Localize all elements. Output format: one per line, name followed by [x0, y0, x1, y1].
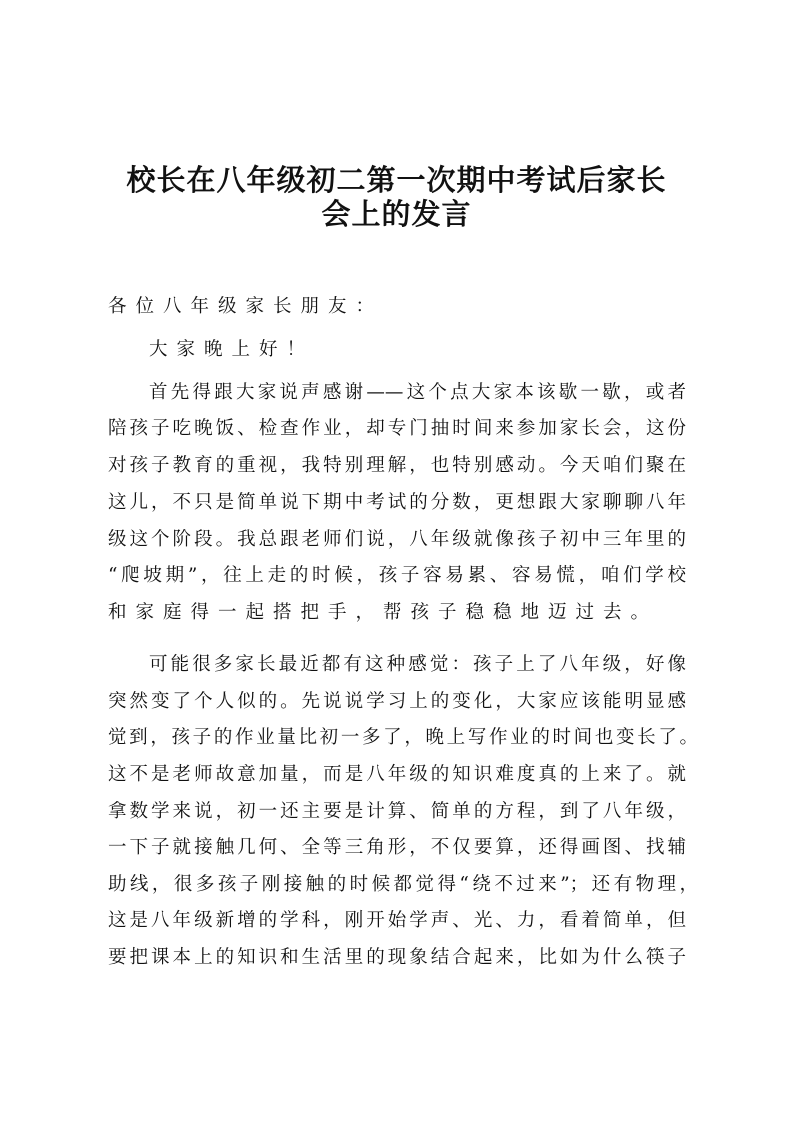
paragraph-line: 要把课本上的知识和生活里的现象结合起来，比如为什么筷子: [108, 947, 686, 968]
paragraph-line: “爬坡期”，往上走的时候，孩子容易累、容易慌，咱们学校: [108, 565, 686, 586]
paragraph-line: 级这个阶段。我总跟老师们说，八年级就像孩子初中三年里的: [108, 529, 686, 550]
document-title-line-2: 会上的发言: [321, 197, 472, 231]
paragraph-line: 陪孩子吃晚饭、检查作业，却专门抽时间来参加家长会，这份: [108, 418, 686, 439]
paragraph-line: 觉到，孩子的作业量比初一多了，晚上写作业的时间也变长了。: [108, 727, 698, 748]
paragraph-line: 突然变了个人似的。先说说学习上的变化，大家应该能明显感: [108, 691, 686, 712]
document-title-line-1: 校长在八年级初二第一次期中考试后家长: [126, 163, 667, 197]
paragraph-line: 首先得跟大家说声感谢——这个点大家本该歇一歇，或者: [149, 382, 686, 403]
paragraph-line: 这不是老师故意加量，而是八年级的知识难度真的上来了。就: [108, 764, 686, 785]
paragraph-line: 一下子就接触几何、全等三角形，不仅要算，还得画图、找辅: [108, 837, 686, 858]
paragraph-line: 这是八年级新增的学科，刚开始学声、光、力，看着简单，但: [108, 910, 686, 931]
greeting: 大家晚上好！: [149, 339, 315, 360]
salutation: 各位八年级家长朋友：: [108, 296, 384, 317]
paragraph-line: 拿数学来说，初一还主要是计算、简单的方程，到了八年级，: [108, 801, 686, 822]
paragraph-line: 这儿，不只是简单说下期中考试的分数，更想跟大家聊聊八年: [108, 492, 686, 513]
paragraph-line: 助线，很多孩子刚接触的时候都觉得“绕不过来”；还有物理，: [108, 874, 698, 895]
paragraph-line: 可能很多家长最近都有这种感觉：孩子上了八年级，好像: [149, 654, 686, 675]
paragraph-line: 对孩子教育的重视，我特别理解，也特别感动。今天咱们聚在: [108, 455, 686, 476]
paragraph-line: 和家庭得一起搭把手，帮孩子稳稳地迈过去。: [108, 602, 659, 623]
